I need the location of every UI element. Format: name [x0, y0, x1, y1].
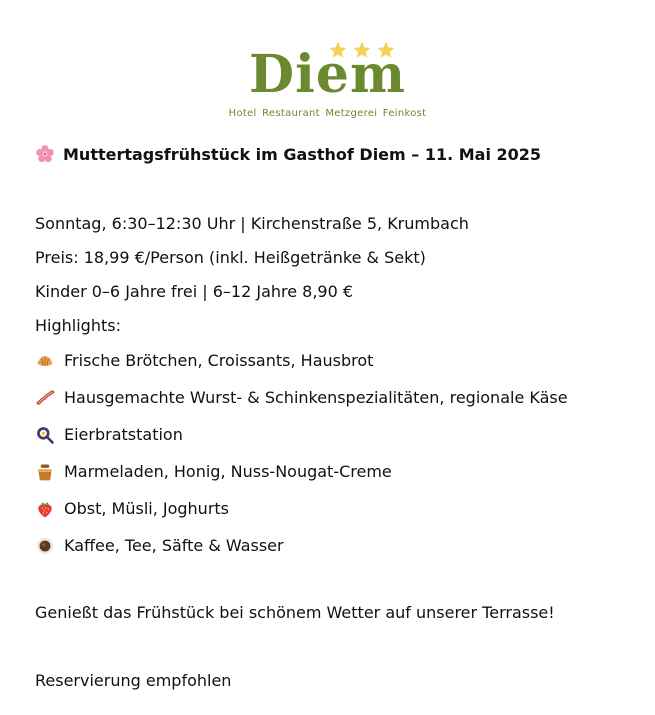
list-item [35, 424, 635, 446]
event-headline [35, 144, 635, 164]
reservation-note: Reservierung empfohlen [35, 671, 232, 690]
honey-pot-icon [35, 462, 55, 482]
list-item-text: Kaffee, Tee, Säfte & Wasser [64, 536, 284, 555]
logo-wordmark: Diem [249, 44, 406, 105]
list-item [35, 387, 635, 409]
event-title: Muttertagsfrühstück im Gasthof Diem – 11. Mai 2025 [63, 144, 542, 164]
strawberry-icon [35, 499, 55, 519]
frying-pan-icon [35, 425, 55, 445]
list-item [35, 498, 635, 520]
cherry-blossom-icon [35, 144, 55, 164]
list-item-text: Marmeladen, Honig, Nuss-Nougat-Creme [64, 462, 392, 481]
list-item [35, 535, 635, 557]
time-location-text: Sonntag, 6:30–12:30 Uhr | Kirchenstraße 5, Krumbach [35, 214, 469, 233]
highlights-label: Highlights: [35, 316, 121, 335]
bacon-icon [35, 388, 55, 408]
logo-tagline: Hotel Restaurant Metzgerei Feinkost [228, 108, 427, 119]
terrace-note: Genießt das Frühstück bei schönem Wetter auf unserer Terrasse! [35, 603, 555, 622]
croissant-icon [35, 351, 55, 371]
list-item [35, 461, 635, 483]
list-item-text: Frische Brötchen, Croissants, Hausbrot [64, 351, 374, 370]
children-price-text: Kinder 0–6 Jahre frei | 6–12 Jahre 8,90 € [35, 282, 354, 301]
hotel-logo [0, 38, 655, 128]
list-item-text: Hausgemachte Wurst- & Schinkenspezialitäten, regionale Käse [64, 388, 568, 407]
list-item-text: Eierbratstation [64, 425, 183, 444]
list-item [35, 350, 635, 372]
list-item-text: Obst, Müsli, Joghurts [64, 499, 230, 518]
price-text: Preis: 18,99 €/Person (inkl. Heißgetränke & Sekt) [35, 248, 426, 267]
coffee-cup-icon [35, 536, 55, 556]
